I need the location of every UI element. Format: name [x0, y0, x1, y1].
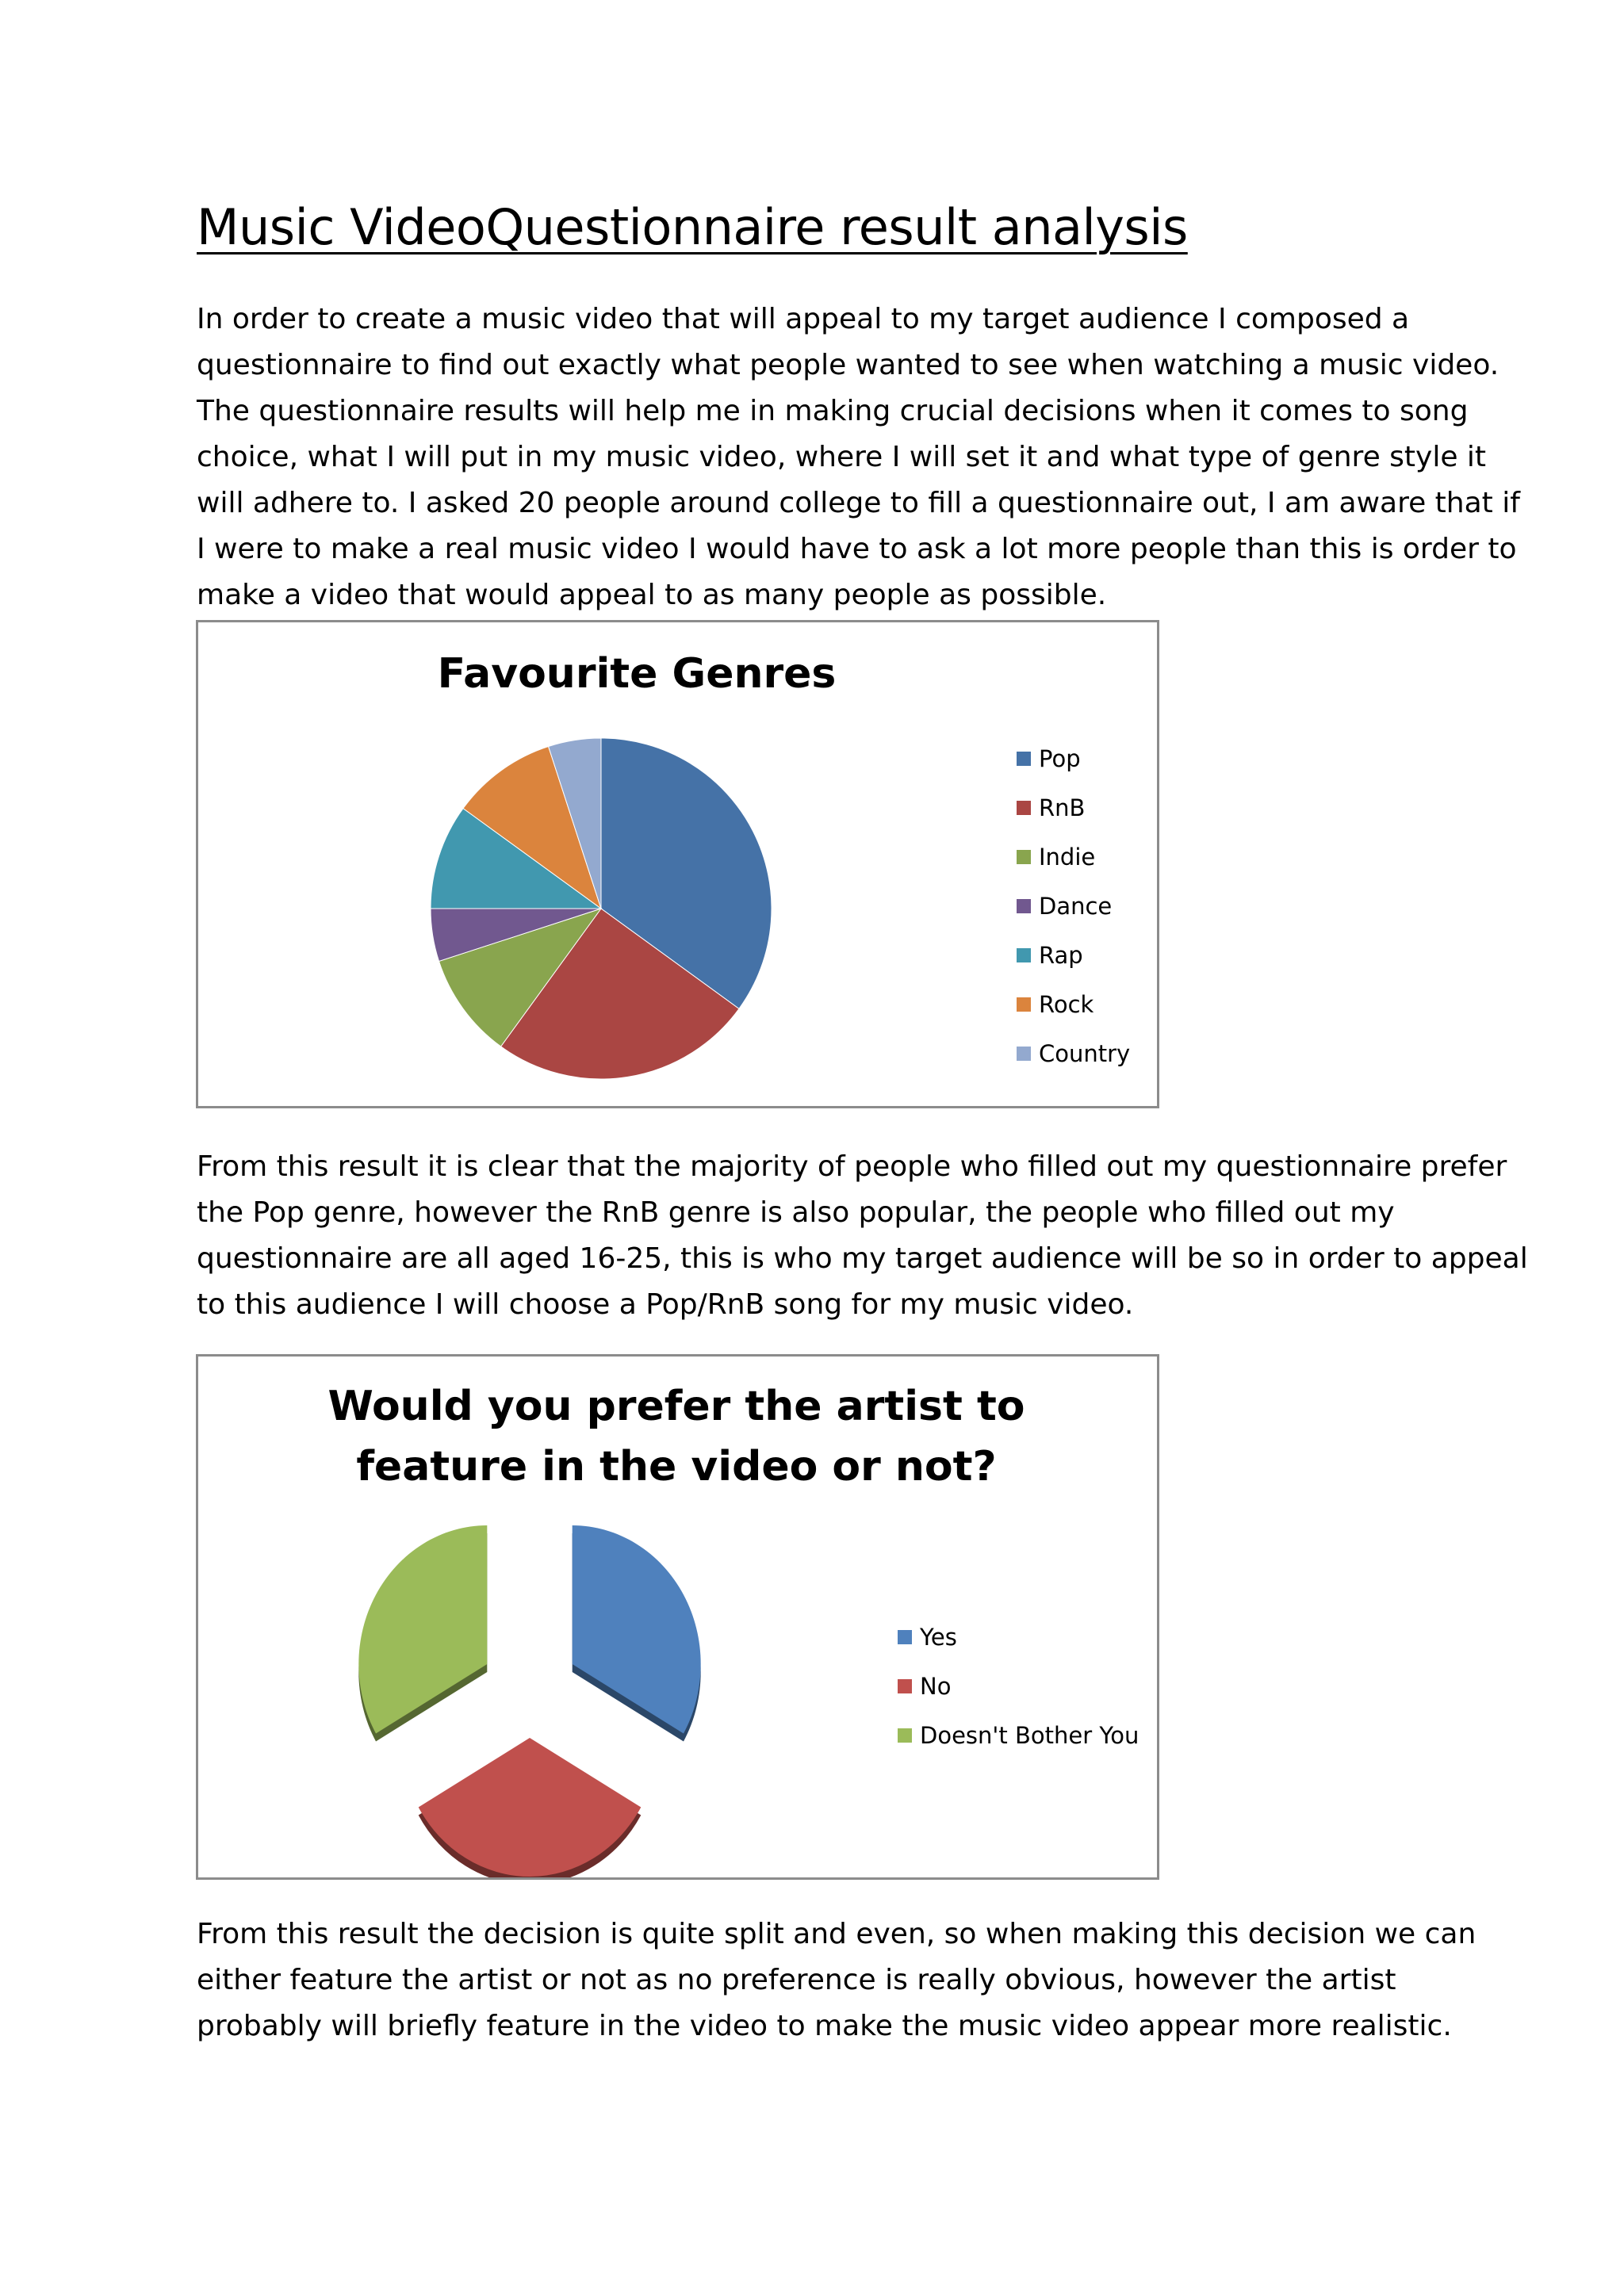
- text-line: From this result the decision is quite split and even, so when making this decision we can: [197, 1918, 1477, 1950]
- legend-swatch-rap: [1017, 948, 1031, 962]
- text-line: The questionnaire results will help me in making crucial decisions when it comes to song: [197, 395, 1469, 427]
- text-line: In order to create a music video that will appeal to my target audience I composed a: [197, 303, 1410, 335]
- intro-paragraph: [197, 297, 1520, 618]
- legend-label-yes: Yes: [920, 1624, 957, 1651]
- chart-title-line: Would you prefer the artist to: [327, 1383, 1025, 1430]
- chart-title: Favourite Genres: [437, 650, 837, 698]
- page-title: Music VideoQuestionnaire result analysis: [197, 198, 1188, 256]
- text-line: probably will briefly feature in the video to make the music video appear more realistic.: [197, 2010, 1452, 2042]
- legend-label-pop: Pop: [1039, 745, 1081, 772]
- text-line: will adhere to. I asked 20 people around college to fill a questionnaire out, I am aware that if: [197, 487, 1520, 519]
- legend-swatch-rock: [1017, 997, 1031, 1012]
- text-line: questionnaire to find out exactly what people wanted to see when watching a music video.: [197, 349, 1500, 381]
- artist-analysis-paragraph: [197, 1911, 1477, 2049]
- legend-swatch-indie: [1017, 850, 1031, 864]
- text-line: make a video that would appeal to as many people as possible.: [197, 579, 1107, 611]
- legend-label-rock: Rock: [1039, 991, 1094, 1018]
- legend-swatch-yes: [898, 1630, 912, 1644]
- legend-label-no: No: [920, 1673, 952, 1700]
- artist-feature-chart: [196, 1354, 1159, 1880]
- legend-swatch-no: [898, 1679, 912, 1693]
- text-line: to this audience I will choose a Pop/RnB song for my music video.: [197, 1288, 1134, 1321]
- legend-label-indie: Indie: [1039, 844, 1096, 871]
- pie-slice-yes: [573, 1525, 701, 1742]
- legend-label-country: Country: [1039, 1040, 1131, 1067]
- legend-swatch-pop: [1017, 752, 1031, 766]
- legend-swatch-doesn-t-bother-you: [898, 1728, 912, 1743]
- text-line: questionnaire are all aged 16-25, this is who my target audience will be so in order to appeal: [197, 1242, 1528, 1275]
- legend-label-dance: Dance: [1039, 893, 1113, 920]
- genre-analysis-paragraph: [197, 1144, 1528, 1328]
- pie-slice-doesn-t-bother-you: [358, 1525, 487, 1742]
- text-line: From this result it is clear that the majority of people who filled out my questionnaire prefer: [197, 1150, 1507, 1183]
- text-line: choice, what I will put in my music video, where I will set it and what type of genre style it: [197, 441, 1487, 473]
- legend-swatch-rnb: [1017, 801, 1031, 815]
- legend-label-rnb: RnB: [1039, 794, 1086, 821]
- legend-swatch-dance: [1017, 899, 1031, 913]
- chart-title-line: feature in the video or not?: [356, 1443, 997, 1490]
- text-line: I were to make a real music video I would have to ask a lot more people than this is order to: [197, 533, 1517, 565]
- favourite-genres-pie-svg: [198, 622, 1157, 1106]
- favourite-genres-chart: [196, 620, 1159, 1108]
- legend-label-rap: Rap: [1039, 942, 1083, 969]
- artist-feature-pie-svg: [198, 1357, 1157, 1877]
- legend-label-doesn-t-bother-you: Doesn't Bother You: [920, 1722, 1139, 1749]
- text-line: the Pop genre, however the RnB genre is also popular, the people who filled out my: [197, 1196, 1395, 1229]
- pie-slice-no: [419, 1738, 642, 1877]
- legend-swatch-country: [1017, 1047, 1031, 1061]
- text-line: either feature the artist or not as no preference is really obvious, however the artist: [197, 1964, 1396, 1996]
